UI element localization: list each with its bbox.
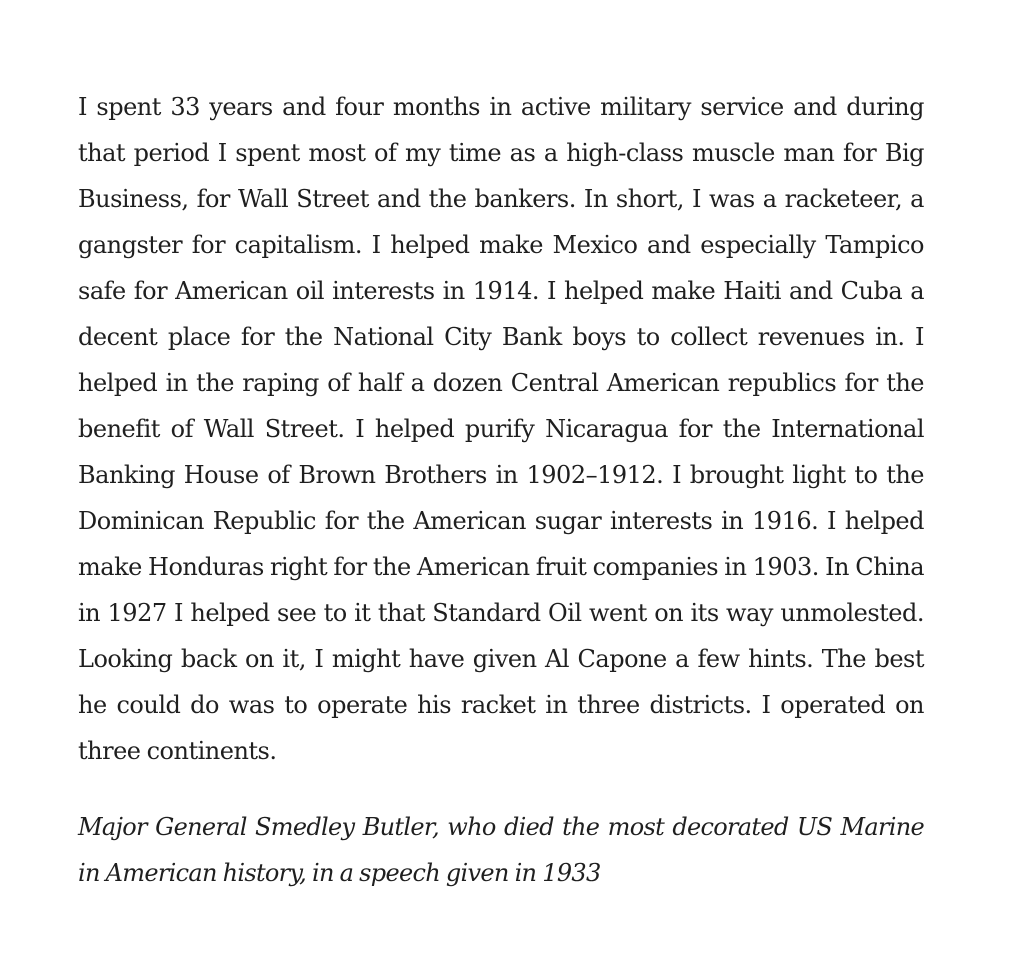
quote-attribution: Major General Smedley Butler, who died the most decorated US Marine in American history, in a speech given in 1933 — [78, 813, 924, 887]
document-page — [78, 84, 924, 896]
quote-text: I spent 33 years and four months in active military service and during that period I spent most of my time as a high-class muscle man for Big Business, for Wall Street and the bankers. In short, I was a racketeer, a gangster for capitalism. I helped make Mexico and especially Tampico safe for American oil interests in 1914. I helped make Haiti and Cuba a decent place for the National City Bank boys to collect revenues in. I helped in the raping of half a dozen Central American republics for the benefit of Wall Street. I helped purify Nicaragua for the International Banking House of Brown Brothers in 1902–1912. I brought light to the Dominican Republic for the American sugar interests in 1916. I helped make Honduras right for the American fruit companies in 1903. In China in 1927 I helped see to it that Standard Oil went on its way unmolested. Looking back on it, I might have given Al Capone a few hints. The best he could do was to operate his racket in three districts. I operated on three continents. — [78, 93, 924, 765]
